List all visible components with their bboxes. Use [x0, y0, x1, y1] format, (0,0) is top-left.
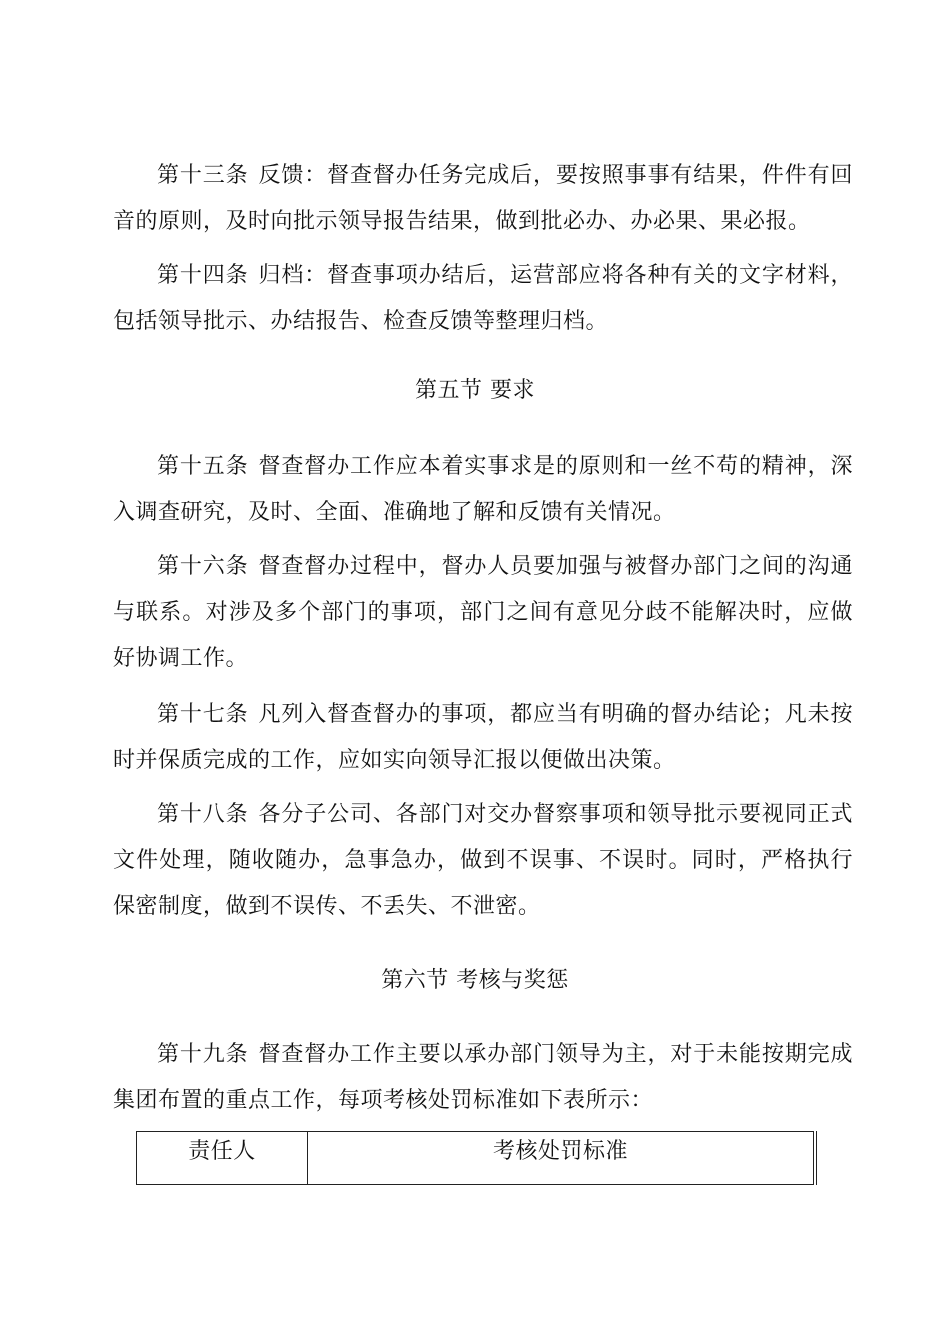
article-text: 反馈：督查督办任务完成后，要按照事事有结果，件件有回音的原则，及时向批示领导报告结果，做到批必办、办必果、果必报。 — [113, 163, 853, 234]
article-number: 第十五条 — [157, 454, 249, 479]
article-number: 第十四条 — [157, 263, 249, 288]
section-heading-6: 第六节 考核与奖惩 — [381, 968, 569, 993]
article-16 — [113, 544, 853, 682]
article-14 — [113, 253, 853, 345]
article-number: 第十七条 — [157, 702, 249, 727]
article-number: 第十八条 — [157, 802, 249, 827]
table-header-standard: 考核处罚标准 — [492, 1139, 628, 1164]
article-18 — [113, 792, 853, 930]
article-text: 督查督办工作应本着实事求是的原则和一丝不苟的精神，深入调查研究，及时、全面、准确地了解和反馈有关情况。 — [113, 454, 853, 525]
article-13 — [113, 153, 853, 245]
article-text: 督查督办工作主要以承办部门领导为主，对于未能按期完成集团布置的重点工作，每项考核处罚标准如下表所示： — [113, 1042, 853, 1113]
article-number: 第十九条 — [157, 1042, 249, 1067]
article-text: 各分子公司、各部门对交办督察事项和领导批示要视同正式文件处理，随收随办，急事急办，做到不误事、不误时。同时，严格执行保密制度，做到不误传、不丢失、不泄密。 — [113, 802, 853, 919]
section-heading-5: 第五节 要求 — [415, 378, 535, 403]
article-15 — [113, 444, 853, 536]
table-header-responsible: 责任人 — [137, 1132, 308, 1184]
penalty-table — [136, 1131, 814, 1185]
article-text: 督查督办过程中，督办人员要加强与被督办部门之间的沟通与联系。对涉及多个部门的事项，部门之间有意见分歧不能解决时，应做好协调工作。 — [113, 554, 853, 671]
article-text: 归档：督查事项办结后，运营部应将各种有关的文字材料，包括领导批示、办结报告、检查反馈等整理归档。 — [113, 263, 853, 334]
article-19 — [113, 1032, 853, 1124]
article-17 — [113, 692, 853, 784]
article-number: 第十三条 — [157, 163, 249, 188]
article-text: 凡列入督查督办的事项，都应当有明确的督办结论；凡未按时并保质完成的工作，应如实向领导汇报以便做出决策。 — [113, 702, 853, 773]
article-number: 第十六条 — [157, 554, 249, 579]
